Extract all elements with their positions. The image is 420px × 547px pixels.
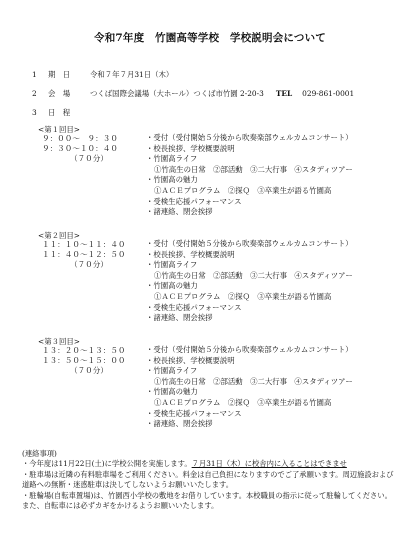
- time-slot: １１：４０～１２：５０: [42, 250, 126, 259]
- note-emphasis: ７月31日（木）に校舎内に入ることはできませ: [191, 459, 347, 469]
- program-item: ・竹園高の魅力: [146, 387, 198, 397]
- session-program: [146, 239, 353, 324]
- notes-heading: (連絡事項): [22, 449, 57, 458]
- session-program: [146, 133, 353, 218]
- info-number: 1: [32, 70, 37, 79]
- program-item: ・諸連絡、閉会挨拶: [146, 313, 213, 323]
- note-text: ・今年度は11月22日(土)に学校公開を実施します。: [22, 459, 192, 469]
- program-item: ・受検生応援パフォーマンス: [146, 302, 242, 312]
- info-number: 3: [32, 108, 37, 117]
- note-open-campus: [22, 459, 396, 469]
- program-subitem: ①ＡＣＥプログラム ②探Ｑ ③卒業生が語る竹園高: [154, 185, 332, 195]
- program-item: ・竹園高ライフ: [146, 366, 198, 376]
- time-slot: １３：２０～１３：５０: [42, 346, 126, 355]
- program-item: ・受検生応援パフォーマンス: [146, 196, 242, 206]
- session-times: [42, 346, 126, 376]
- program-item: ・諸連絡、閉会挨拶: [146, 207, 213, 217]
- program-item: ・校長挨拶、学校概要説明: [146, 143, 235, 153]
- program-subitem: ①ＡＣＥプログラム ②探Ｑ ③卒業生が語る竹園高: [154, 397, 332, 407]
- session-times: [42, 240, 126, 270]
- program-subitem: ①ＡＣＥプログラム ②探Ｑ ③卒業生が語る竹園高: [154, 291, 332, 301]
- program-item: ・諸連絡、閉会挨拶: [146, 419, 213, 429]
- program-item: ・校長挨拶、学校概要説明: [146, 355, 235, 365]
- program-item: ・受付（受付開始５分後から吹奏楽部ウェルカムコンサート）: [146, 239, 353, 248]
- info-label: 期 日: [48, 70, 71, 79]
- session-program: [146, 345, 353, 430]
- session-title: <第３回目>: [38, 337, 80, 346]
- session-title: <第１回目>: [38, 125, 80, 134]
- page-title: 令和7年度 竹園高等学校 学校説明会について: [94, 32, 326, 44]
- session-duration: （７０分）: [70, 154, 108, 163]
- program-item: ・竹園高ライフ: [146, 260, 198, 270]
- program-item: ・受付（受付開始５分後から吹奏楽部ウェルカムコンサート）: [146, 345, 353, 354]
- info-label: 会 場: [48, 89, 71, 98]
- program-item: ・竹園高ライフ: [146, 154, 198, 164]
- info-row-venue: [32, 88, 354, 99]
- info-row-schedule: [32, 107, 90, 118]
- program-item: ・校長挨拶、学校概要説明: [146, 249, 235, 259]
- time-slot: １３：５０～１５：００: [42, 356, 126, 365]
- info-row-date: [32, 69, 173, 80]
- info-number: 2: [32, 89, 37, 98]
- note-bicycle-parking: ・駐輪場(自転車置場)は、竹園西小学校の敷地をお借りしています。本校職員の指示に従って駐輪してください。また、自転車には必ずカギをかけるようお願いいたします。: [22, 490, 392, 511]
- tel-number: 029-861-0001: [302, 89, 355, 98]
- program-item: ・竹園高の魅力: [146, 175, 198, 185]
- info-value: つくば国際会議場（大ホール）つくば市竹園 2-20-3: [90, 89, 264, 98]
- session-times: [42, 134, 118, 164]
- session-duration: （７０分）: [70, 260, 108, 269]
- notes-section: [22, 449, 396, 511]
- program-subitem: ①竹高生の日常 ②部活動 ③二大行事 ④スタディツアー: [154, 164, 353, 174]
- program-item: ・受付（受付開始５分後から吹奏楽部ウェルカムコンサート）: [146, 133, 353, 142]
- time-slot: １１：１０～１１：４０: [42, 240, 126, 249]
- program-subitem: ①竹高生の日常 ②部活動 ③二大行事 ④スタディツアー: [154, 270, 353, 280]
- time-slot: ９：００～ ９：３０: [42, 134, 118, 143]
- session-duration: （７０分）: [70, 366, 108, 375]
- program-item: ・竹園高の魅力: [146, 281, 198, 291]
- tel-label: TEL: [275, 89, 293, 98]
- time-slot: ９：３０～１０：４０: [42, 144, 118, 153]
- program-item: ・受検生応援パフォーマンス: [146, 408, 242, 418]
- info-label: 日 程: [48, 108, 71, 117]
- note-parking: ・駐車場は近隣の有料駐車場をご利用ください。料金は自己負担になりますのでご了承願います。周辺施設および道路への無断・迷惑駐車は決してしないようお願いいたします。: [22, 469, 394, 490]
- session-title: <第２回目>: [38, 231, 80, 240]
- program-subitem: ①竹高生の日常 ②部活動 ③二大行事 ④スタディツアー: [154, 376, 353, 386]
- info-value: 令和７年７月31日（木）: [90, 70, 174, 79]
